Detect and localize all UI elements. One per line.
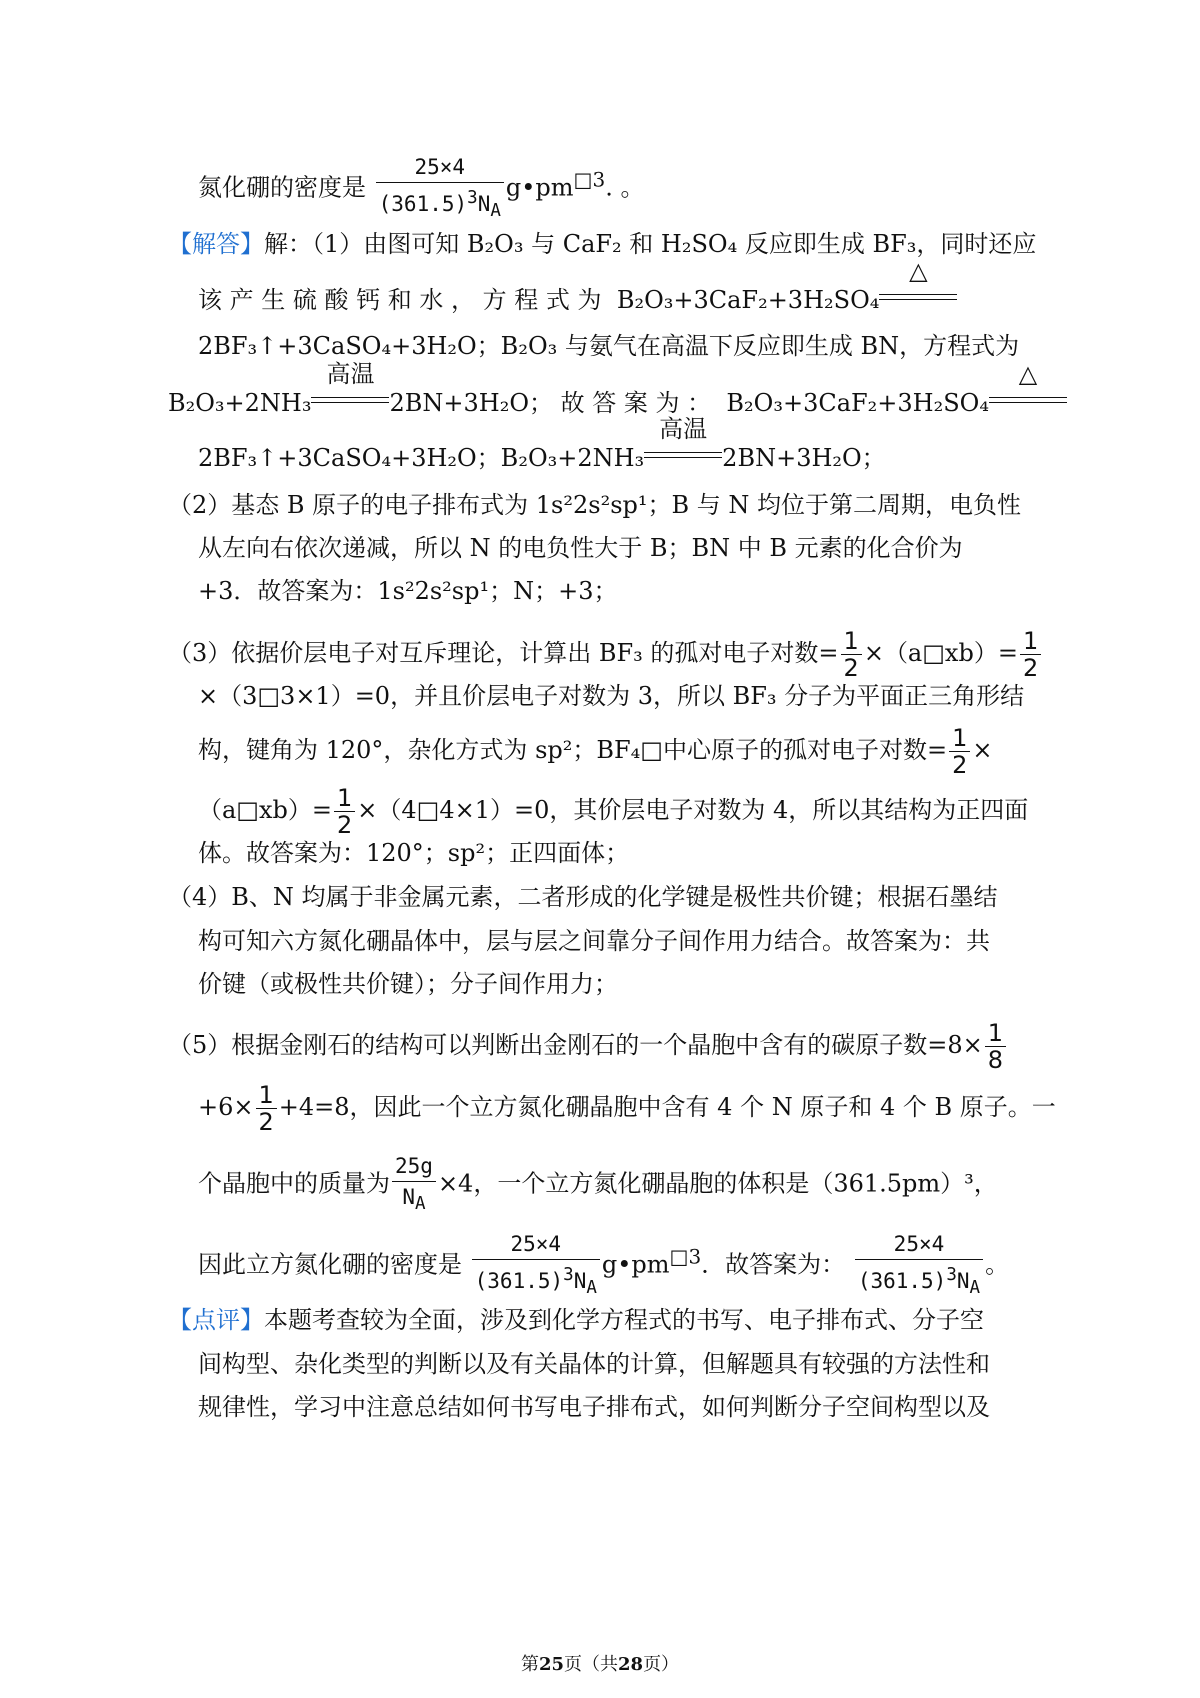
fraction-denominator: 2 (258, 1108, 274, 1136)
footer-text: 页） (643, 1654, 680, 1675)
density-unit: g•pm (505, 173, 574, 202)
delta-sign: △ (1018, 360, 1038, 388)
fraction-numerator: 25×4 (376, 152, 504, 183)
part5-line-1 (168, 1020, 1008, 1073)
double-bar (879, 294, 957, 300)
part4-line-2 (198, 926, 990, 956)
answer-text: ．故答案为： (701, 1250, 846, 1279)
part3-line-2 (198, 681, 1024, 711)
den-n: N (956, 1269, 970, 1293)
answer-line-2 (198, 257, 957, 315)
fraction-numerator: 1 (1020, 628, 1041, 655)
footer-text: 第 (520, 1654, 539, 1675)
den-n: N (477, 192, 491, 216)
answer-text: 2BF₃↑+3CaSO₄+3H₂O；B₂O₃ 与氨气在高温下反应即生成 BN，方程式为 (198, 332, 1020, 360)
review-line-1 (168, 1305, 984, 1335)
fraction-denominator (472, 1260, 600, 1303)
fraction-denominator: 2 (337, 811, 353, 839)
answer-text: +4=8，因此一个立方氮化硼晶胞中含有 4 个 N 原子和 4 个 B 原子。一 (278, 1093, 1056, 1121)
den-a: A (415, 1194, 426, 1215)
den-n: N (573, 1269, 587, 1293)
heat-condition (879, 257, 957, 308)
answer-text: ×4，一个立方氮化硼晶胞的体积是（361.5pm）³， (437, 1169, 998, 1198)
answer-text: ×（a□xb）= (863, 639, 1018, 667)
double-bar (989, 397, 1067, 403)
unit-exp: 3 (688, 1244, 702, 1269)
answer-text: 从左向右依次递减，所以 N 的电负性大于 B；BN 中 B 元素的化合价为 (198, 534, 963, 562)
part2-line-2 (198, 533, 963, 563)
answer-text: 构，键角为 120°，杂化方式为 sp²；BF₄□中心原子的孤对电子对数= (198, 736, 948, 764)
answer-line-3 (198, 331, 1019, 361)
fraction-denominator: 2 (952, 751, 968, 779)
fraction-numerator: 25g (392, 1151, 436, 1182)
answer-text: 解：（1）由图可知 B₂O₃ 与 CaF₂ 和 H₂SO₄ 反应即生成 BF₃，同时还应 (264, 230, 1037, 258)
density-fraction (855, 1229, 983, 1303)
minus-box: □ (573, 167, 593, 192)
part4-line-3 (198, 969, 618, 999)
density-end: . 。 (605, 173, 645, 202)
den-a: A (490, 201, 501, 222)
answer-text: 该 产 生 硫 酸 钙 和 水 ， 方 程 式 为 (198, 286, 602, 314)
half-fraction (1020, 628, 1041, 681)
fraction-numerator: 1 (949, 725, 970, 752)
answer-text: 体。故答案为：120°；sp²；正四面体； (198, 839, 630, 867)
half-fraction (841, 628, 862, 681)
double-bar (644, 452, 722, 458)
density-fraction (376, 152, 504, 226)
fraction-denominator: 2 (1022, 654, 1039, 682)
answer-text: （a□xb）= (198, 796, 332, 824)
fraction-denominator (376, 183, 504, 226)
minus-box: □ (669, 1244, 689, 1269)
answer-text: 构可知六方氮化硼晶体中，层与层之间靠分子间作用力结合。故答案为：共 (198, 927, 990, 955)
answer-text: × (972, 736, 993, 764)
review-text: 间构型、杂化类型的判断以及有关晶体的计算，但解题具有较强的方法性和 (198, 1350, 990, 1378)
answer-tag: 【解答】 (168, 230, 264, 258)
heat-condition (989, 360, 1067, 411)
den-exp: 3 (467, 188, 478, 208)
gaowen-label: 高温 (326, 360, 375, 388)
den-base: (361.5) (474, 1269, 564, 1293)
double-bar (311, 397, 389, 403)
answer-text: 因此立方氮化硼的密度是 (198, 1250, 462, 1279)
equation-lhs: B₂O₃+2NH₃ (168, 389, 312, 417)
answer-line-4 (168, 360, 1067, 418)
answer-text: +3．故答案为：1s²2s²sp¹；N；+3； (198, 577, 618, 605)
fraction-denominator (855, 1260, 983, 1303)
fraction-numerator: 25×4 (855, 1229, 983, 1260)
answer-text: 2BF₃↑+3CaSO₄+3H₂O；B₂O₃+2NH₃ (198, 444, 645, 472)
part4-line-1 (168, 882, 998, 912)
part3-line-5 (198, 838, 629, 868)
part5-line-4 (198, 1229, 1009, 1303)
high-temp-condition (311, 360, 389, 411)
answer-text: 。 (985, 1250, 1010, 1279)
den-base: (361.5) (857, 1269, 947, 1293)
density-fraction (472, 1229, 600, 1303)
unit-exp: 3 (592, 167, 606, 192)
fraction-denominator: 8 (987, 1046, 1004, 1074)
fraction-numerator: 25×4 (472, 1229, 600, 1260)
den-base: (361.5) (378, 192, 468, 216)
review-text: 本题考查较为全面，涉及到化学方程式的书写、电子排布式、分子空 (264, 1306, 984, 1334)
den-exp: 3 (946, 1265, 957, 1285)
delta-sign: △ (909, 257, 928, 285)
den-a: A (586, 1278, 597, 1299)
answer-text: （2）基态 B 原子的电子排布式为 1s²2s²sp¹；B 与 N 均位于第二周期，电负性 (168, 491, 1022, 519)
gaowen-label: 高温 (659, 415, 708, 443)
half-fraction (256, 1082, 277, 1135)
answer-text: 2BN+3H₂O； (722, 444, 886, 472)
answer-text: 个晶胞中的质量为 (198, 1169, 390, 1198)
answer-text: +6× (198, 1093, 254, 1121)
review-line-2 (198, 1349, 990, 1379)
part5-line-2 (198, 1082, 1056, 1135)
answer-line-5 (198, 415, 886, 473)
answer-text: ×（4□4×1）=0，其价层电子对数为 4，所以其结构为正四面 (357, 796, 1029, 824)
fraction-numerator: 1 (256, 1082, 277, 1109)
equation-lhs: B₂O₃+3CaF₂+3H₂SO₄ (726, 389, 989, 417)
answer-line-1 (168, 229, 1036, 259)
answer-text: （3）依据价层电子对互斥理论，计算出 BF₃ 的孤对电子对数= (168, 639, 839, 667)
part2-line-1 (168, 490, 1021, 520)
high-temp-condition (644, 415, 722, 466)
part5-line-3 (198, 1151, 998, 1219)
page-total: 28 (618, 1654, 644, 1675)
answer-text: ×（3□3×1）=0，并且价层电子对数为 3，所以 BF₃ 分子为平面正三角形结 (198, 682, 1025, 710)
footer-text: 页（共 (564, 1654, 618, 1675)
half-fraction (949, 725, 970, 778)
density-prefix: 氮化硼的密度是 (198, 173, 366, 202)
part3-line-4 (198, 785, 1028, 838)
review-text: 规律性，学习中注意总结如何书写电子排布式，如何判断分子空间构型以及 (198, 1393, 990, 1421)
answer-text: （5）根据金刚石的结构可以判断出金刚石的一个晶胞中含有的碳原子数=8× (168, 1031, 983, 1059)
density-unit: g•pm (601, 1250, 670, 1279)
fraction-denominator: 2 (843, 654, 859, 682)
density-statement (198, 152, 644, 226)
review-tag: 【点评】 (168, 1306, 264, 1334)
part2-line-3 (198, 576, 617, 606)
den-exp: 3 (563, 1265, 574, 1285)
mass-fraction (392, 1151, 436, 1219)
fraction-numerator: 1 (334, 785, 355, 812)
fraction-numerator: 1 (985, 1020, 1006, 1047)
den-n: N (402, 1185, 416, 1209)
answer-text: 2BN+3H₂O； 故 答 案 为 ： (389, 389, 712, 417)
den-a: A (969, 1278, 981, 1299)
fraction-numerator: 1 (841, 628, 862, 655)
equation-lhs: B₂O₃+3CaF₂+3H₂SO₄ (616, 286, 880, 314)
answer-text: 价键（或极性共价键）；分子间作用力； (198, 970, 618, 998)
eighth-fraction (985, 1020, 1006, 1073)
review-line-3 (198, 1392, 990, 1422)
page-number: 25 (538, 1654, 564, 1675)
fraction-denominator (392, 1182, 436, 1219)
part3-line-3 (198, 725, 992, 778)
page-footer (0, 1653, 1200, 1677)
half-fraction (334, 785, 355, 838)
answer-text: （4）B、N 均属于非金属元素，二者形成的化学键是极性共价键；根据石墨结 (168, 883, 998, 911)
part3-line-1 (168, 628, 1043, 681)
